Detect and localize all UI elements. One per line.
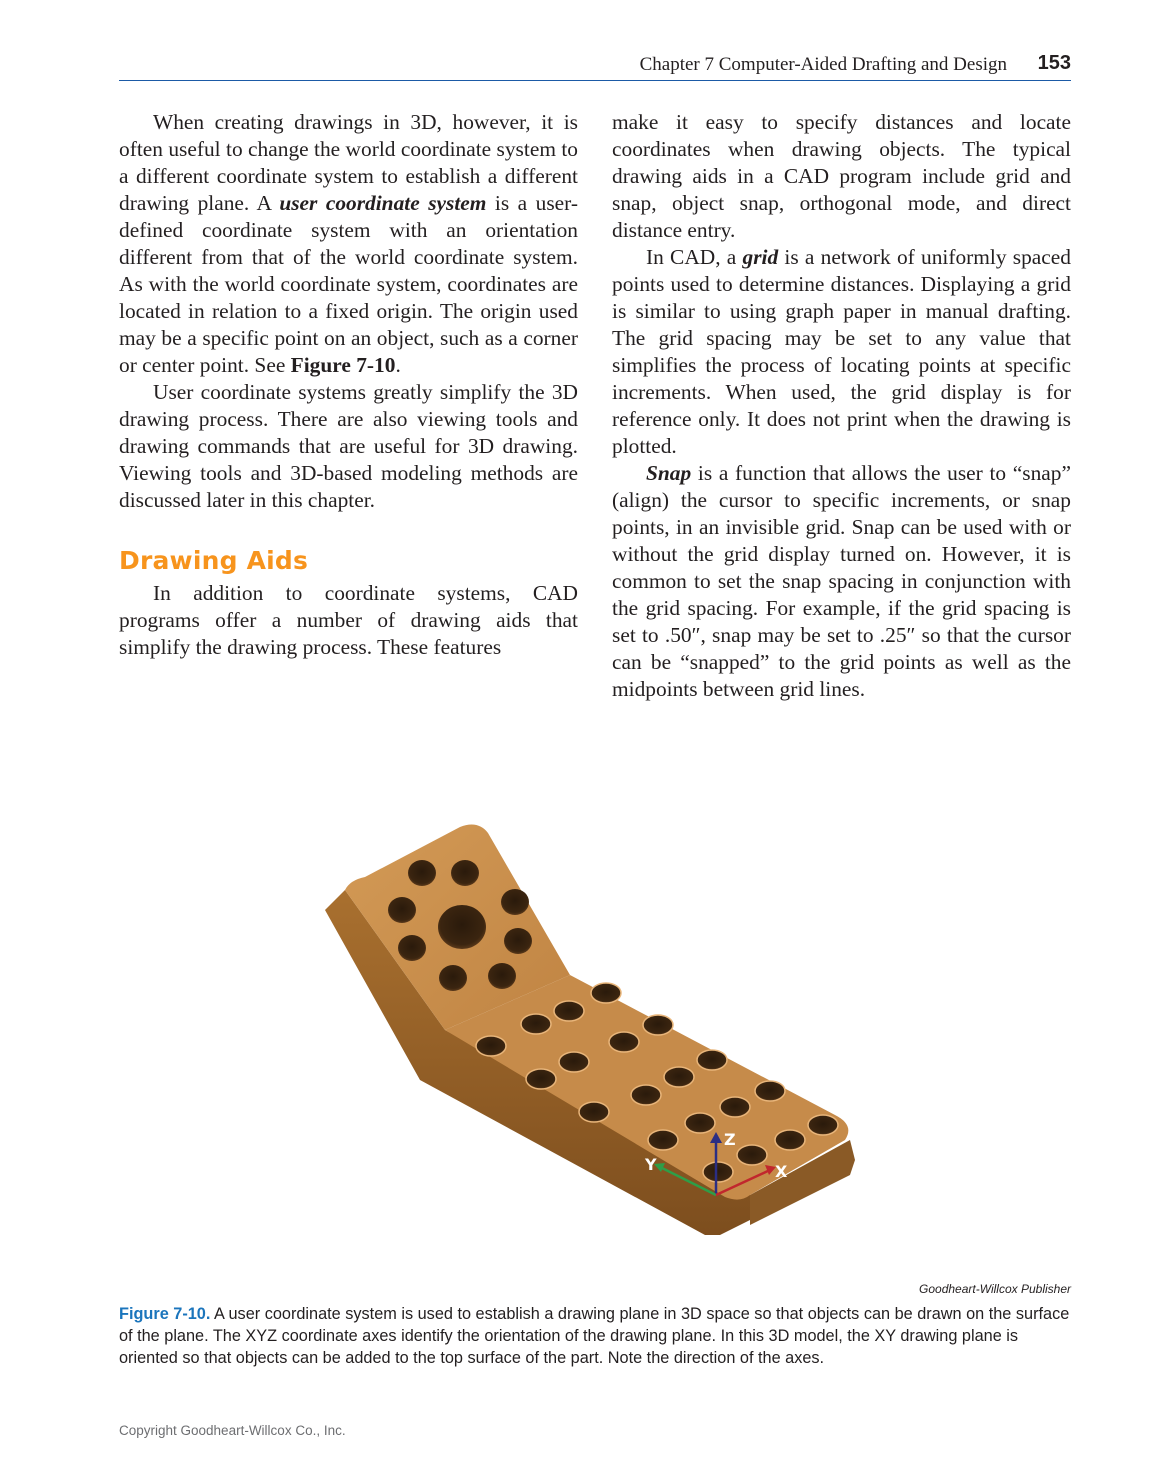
right-column	[612, 109, 1071, 703]
paragraph-text: When creating drawings in 3D, however, it is often useful to change the world coordinate system to a different coordinate system to establish a different drawing plane. A	[119, 110, 578, 215]
figure-caption-label: Figure 7-10.	[119, 1305, 211, 1323]
chapter-title: Chapter 7 Computer-Aided Drafting and Design	[639, 54, 1007, 75]
paragraph-text: is a function that allows the user to “snap” (align) the cursor to specific increments, or snap points, in an invisible grid. Snap can be used with or without the grid display turned on. However, it is common to set the snap spacing in conjunction with the grid spacing. For example, if the grid spacing is set to .50″, snap may be set to .25″ so that the cursor can be “snapped” to the grid points as well as the midpoints between grid lines.	[612, 461, 1071, 701]
page-number: 153	[1037, 52, 1071, 74]
paragraph-text: In CAD, a	[646, 245, 743, 269]
paragraph-ucs	[119, 109, 578, 379]
section-heading-drawing-aids: Drawing Aids	[119, 546, 309, 575]
key-term-snap: Snap	[646, 461, 692, 485]
x-axis-label: X	[775, 1162, 788, 1181]
z-axis-label: Z	[724, 1130, 736, 1149]
figure-reference: Figure 7-10	[290, 353, 396, 377]
figure-caption	[119, 1303, 1071, 1369]
paragraph-text: is a network of uniformly spaced points used to determine distances. Displaying a grid is similar to using graph paper in manual drafting. The grid spacing may be set to any value that simplifies the process of locating points at specific increments. When used, the grid display is for reference only. It does not print when the drawing is plotted.	[612, 245, 1071, 458]
paragraph-ucs-simplify: User coordinate systems greatly simplify the 3D drawing process. There are also viewing tools and drawing commands that are useful for 3D drawing. Viewing tools and 3D-based modeling methods are discussed later in this chapter.	[119, 380, 578, 512]
key-term-user-coordinate-system: user coordinate system	[279, 191, 487, 215]
paragraph-grid	[612, 244, 1071, 460]
running-head	[119, 50, 1071, 81]
y-axis-label: Y	[645, 1155, 657, 1174]
paragraph-text: .	[395, 353, 401, 377]
paragraph-drawing-aids-continued: make it easy to specify distances and locate coordinates when drawing objects. The typical drawing aids in a CAD program include grid and snap, object snap, orthogonal mode, and direct distance entry.	[612, 110, 1071, 242]
left-column	[119, 109, 578, 661]
figure-caption-text: A user coordinate system is used to establish a drawing plane in 3D space so that objects can be drawn on the surface of the plane. The XYZ coordinate axes identify the orientation of the drawing plane. In this 3D model, the XY drawing plane is oriented so that objects can be added to the top surface of the part. Note the direction of the axes.	[119, 1305, 1070, 1367]
figure-credit: Goodheart-Willcox Publisher	[919, 1282, 1071, 1296]
copyright-notice: Copyright Goodheart-Willcox Co., Inc.	[119, 1423, 346, 1438]
paragraph-snap	[612, 460, 1071, 703]
bracket-illustration	[320, 815, 870, 1265]
figure-bracket-model	[320, 815, 870, 1265]
paragraph-drawing-aids-intro: In addition to coordinate systems, CAD programs offer a number of drawing aids that simplify the drawing process. These features	[119, 581, 578, 659]
key-term-grid: grid	[742, 245, 779, 269]
paragraph-text: is a user-defined coordinate system with an orientation different from that of the world coordinate system. As with the world coordinate system, coordinates are located in relation to a fixed origin. The origin used may be a specific point on an object, such as a corner or center point. See	[119, 191, 578, 377]
